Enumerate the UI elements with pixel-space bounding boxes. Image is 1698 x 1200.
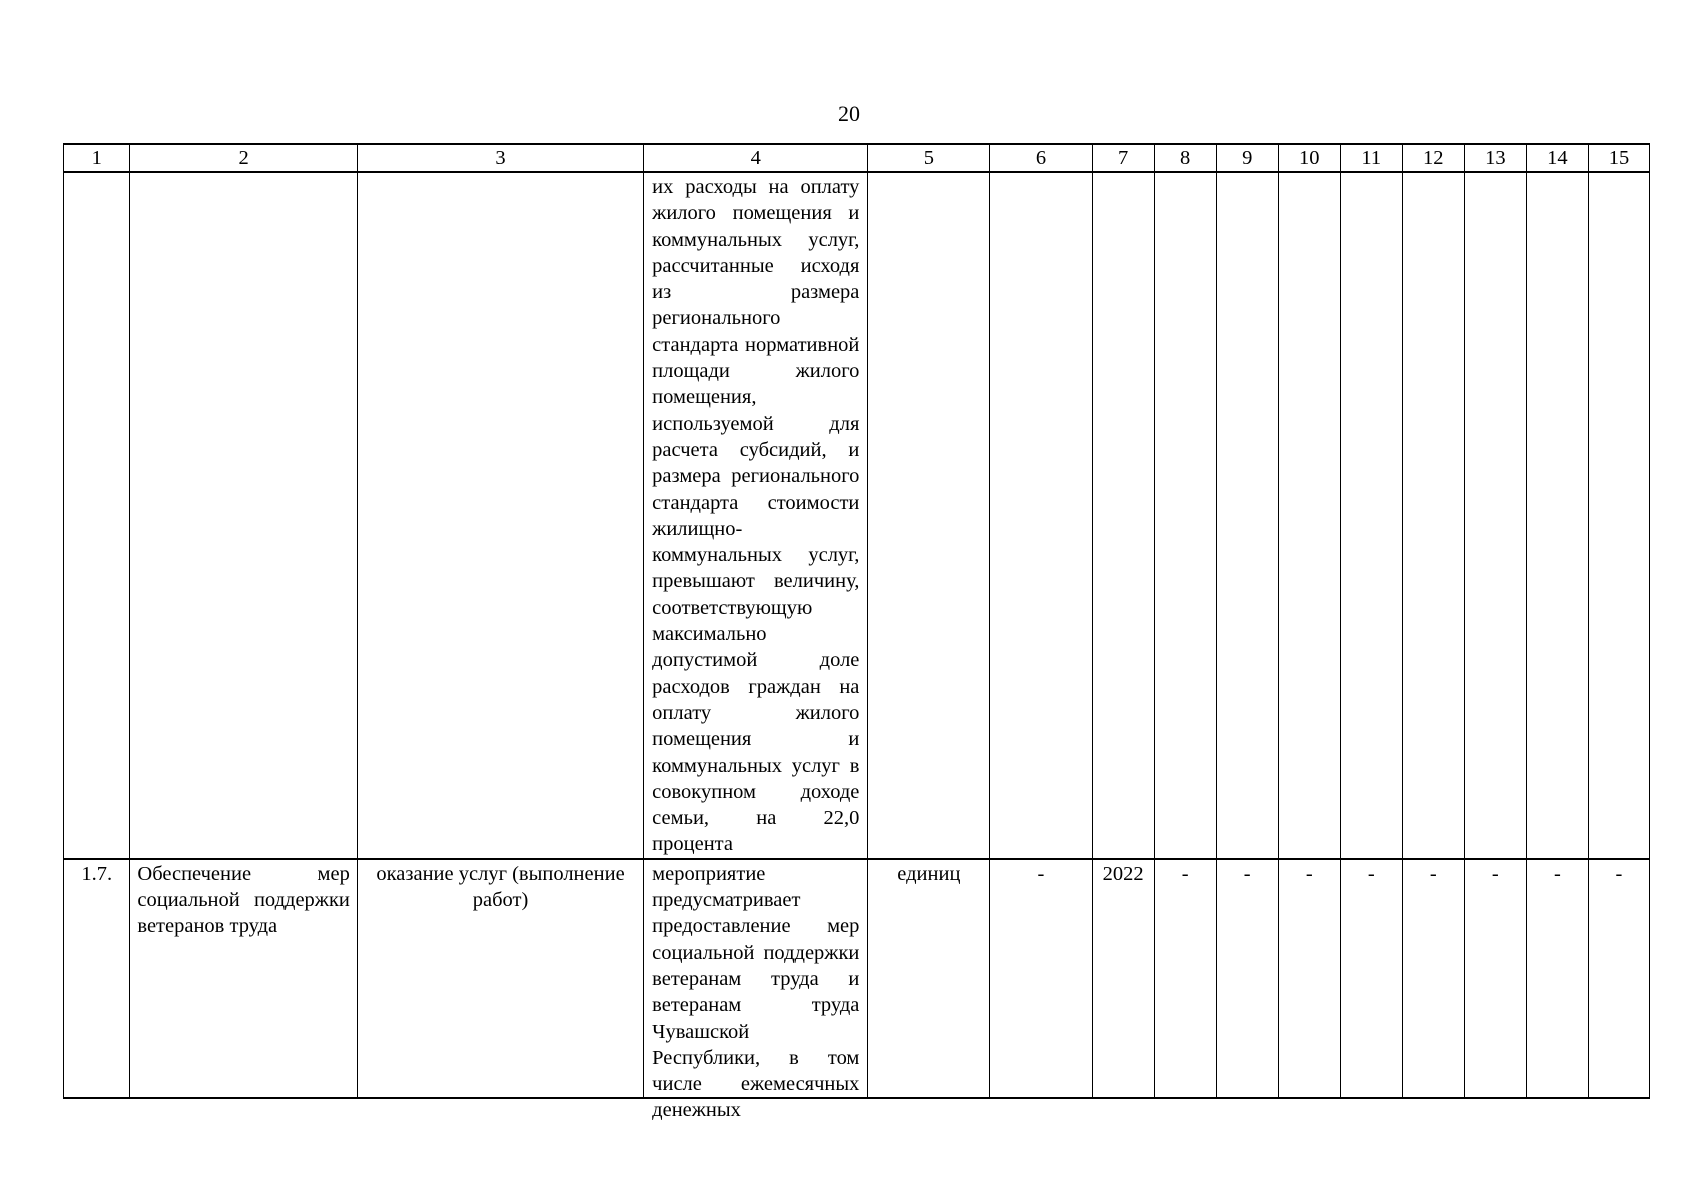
- column-header: 9: [1216, 144, 1278, 172]
- value-cell: -: [1154, 859, 1216, 1098]
- column-header: 15: [1588, 144, 1649, 172]
- column-header: 8: [1154, 144, 1216, 172]
- value-cell: -: [1464, 859, 1526, 1098]
- table-row: [64, 859, 1650, 1098]
- value-cell: -: [1278, 859, 1340, 1098]
- column-header: 14: [1526, 144, 1588, 172]
- column-header: 4: [644, 144, 868, 172]
- value-cell: -: [1526, 859, 1588, 1098]
- value-cell: -: [1340, 859, 1402, 1098]
- value-cell: -: [1588, 859, 1649, 1098]
- column-header: 6: [990, 144, 1092, 172]
- column-header: 13: [1464, 144, 1526, 172]
- column-header: 7: [1092, 144, 1154, 172]
- column-header: 2: [130, 144, 358, 172]
- unit-cell: единиц: [868, 859, 990, 1098]
- measure-description: мероприятие предусматривает предоставление мер социальной поддержки ветеранам труда и ветеранам труда Чувашской Республики, в том числе ежемесячных денежных: [652, 862, 860, 1122]
- continuation-row: [64, 172, 1650, 859]
- column-header: 11: [1340, 144, 1402, 172]
- column-header: 1: [64, 144, 130, 172]
- program-table: [63, 143, 1650, 1122]
- column-number-row: [64, 144, 1650, 172]
- row-number: 1.7.: [64, 859, 130, 1098]
- continuation-description: их расходы на оплату жилого помещения и коммунальных услуг, рассчитанные исходя из размера регионального стандарта нормативной площади жилого помещения, используемой для расчета субсидий, и размера регионального стандарта стоимости жилищно-коммунальных услуг, превышают величину, соответствующую максимально допустимой доле расходов граждан на оплату жилого помещения и коммунальных услуг в совокупном доходе семьи, на 22,0 процента: [644, 172, 868, 859]
- value-cell: -: [1402, 859, 1464, 1098]
- page-number: 20: [838, 101, 860, 126]
- measure-name: Обеспечение мер социальной поддержки ветеранов труда: [130, 859, 358, 1098]
- column-header: 5: [868, 144, 990, 172]
- measure-type: оказание услуг (выполнение работ): [357, 859, 643, 1098]
- column-header: 10: [1278, 144, 1340, 172]
- year-cell: 2022: [1092, 859, 1154, 1098]
- column-header: 12: [1402, 144, 1464, 172]
- value-cell: -: [1216, 859, 1278, 1098]
- value-cell: -: [990, 859, 1092, 1098]
- column-header: 3: [357, 144, 643, 172]
